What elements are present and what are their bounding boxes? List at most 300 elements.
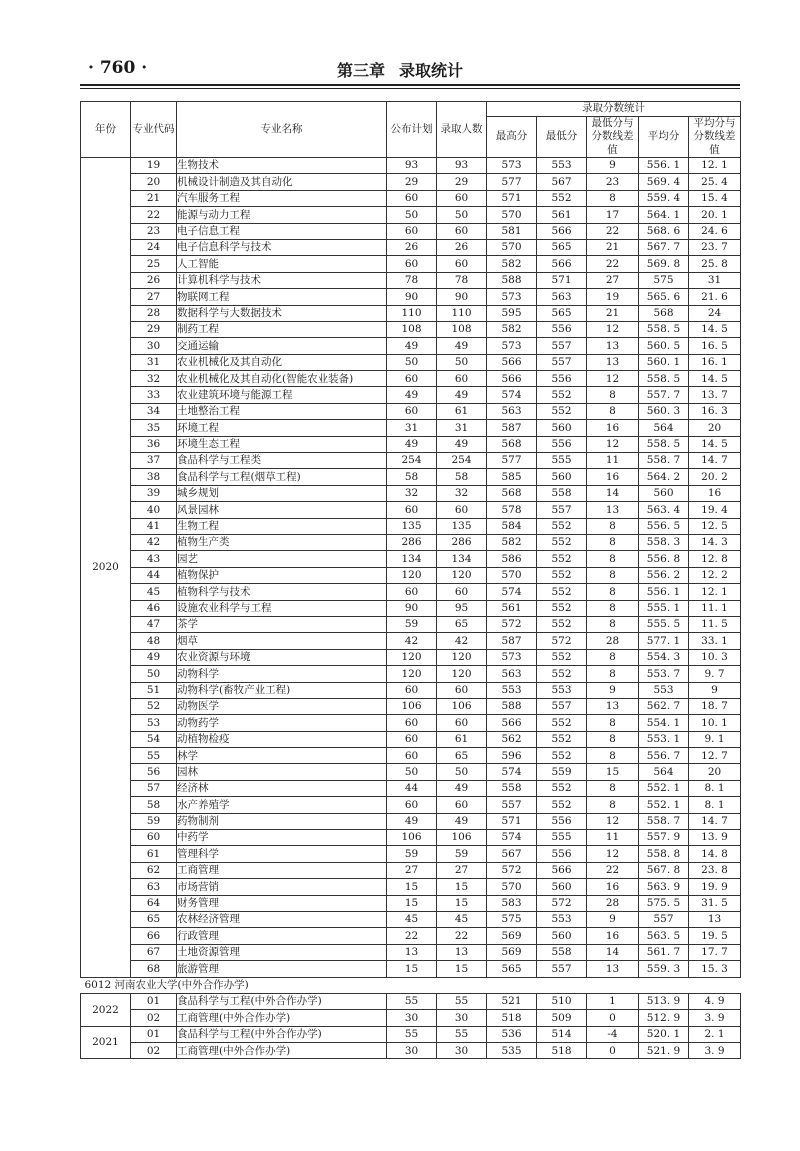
avg-diff-cell: 13 <box>689 911 741 927</box>
table-row <box>81 518 741 534</box>
max-cell: 584 <box>487 518 537 534</box>
code-cell: 25 <box>131 256 177 272</box>
avg-cell: 562. 7 <box>639 698 689 714</box>
name-cell: 动植物检疫 <box>177 731 387 747</box>
avg-cell: 558. 8 <box>639 846 689 862</box>
avg-diff-cell: 9. 7 <box>689 666 741 682</box>
avg-diff-cell: 20 <box>689 764 741 780</box>
admitted-cell: 45 <box>437 911 487 927</box>
avg-diff-cell: 19. 4 <box>689 502 741 518</box>
min-cell: 552 <box>537 584 587 600</box>
avg-diff-cell: 14. 5 <box>689 436 741 452</box>
min-diff-cell: 8 <box>587 616 639 632</box>
avg-cell: 568 <box>639 305 689 321</box>
table-row <box>81 403 741 419</box>
avg-diff-cell: 14. 7 <box>689 453 741 469</box>
table-row <box>81 321 741 337</box>
plan-cell: 106 <box>387 830 437 846</box>
plan-cell: 286 <box>387 534 437 550</box>
admitted-cell: 60 <box>437 682 487 698</box>
max-cell: 570 <box>487 207 537 223</box>
max-cell: 571 <box>487 190 537 206</box>
plan-cell: 254 <box>387 453 437 469</box>
min-diff-cell: 9 <box>587 682 639 698</box>
min-diff-cell: 8 <box>587 387 639 403</box>
avg-diff-cell: 14. 5 <box>689 371 741 387</box>
table-row <box>81 190 741 206</box>
avg-diff-cell: 12. 1 <box>689 584 741 600</box>
max-cell: 569 <box>487 944 537 960</box>
table-row <box>81 567 741 583</box>
admitted-cell: 134 <box>437 551 487 567</box>
name-cell: 制药工程 <box>177 321 387 337</box>
min-cell: 560 <box>537 928 587 944</box>
avg-cell: 554. 1 <box>639 715 689 731</box>
code-cell: 65 <box>131 911 177 927</box>
code-cell: 02 <box>131 1043 177 1059</box>
avg-diff-cell: 14. 5 <box>689 321 741 337</box>
code-cell: 33 <box>131 387 177 403</box>
min-diff-cell: 28 <box>587 633 639 649</box>
avg-diff-cell: 13. 9 <box>689 830 741 846</box>
min-cell: 565 <box>537 305 587 321</box>
min-diff-cell: 9 <box>587 158 639 174</box>
min-cell: 558 <box>537 944 587 960</box>
name-cell: 电子信息工程 <box>177 223 387 239</box>
plan-cell: 90 <box>387 289 437 305</box>
max-cell: 573 <box>487 338 537 354</box>
name-cell: 物联网工程 <box>177 289 387 305</box>
code-cell: 26 <box>131 272 177 288</box>
code-cell: 30 <box>131 338 177 354</box>
name-cell: 数据科学与大数据技术 <box>177 305 387 321</box>
admitted-cell: 60 <box>437 190 487 206</box>
table-row <box>81 600 741 616</box>
table-row <box>81 453 741 469</box>
min-cell: 560 <box>537 879 587 895</box>
code-cell: 02 <box>131 1010 177 1026</box>
min-cell: 560 <box>537 420 587 436</box>
min-cell: 557 <box>537 698 587 714</box>
name-cell: 风景园林 <box>177 502 387 518</box>
name-cell: 设施农业科学与工程 <box>177 600 387 616</box>
name-cell: 环境工程 <box>177 420 387 436</box>
admitted-cell: 29 <box>437 174 487 190</box>
avg-cell: 558. 5 <box>639 436 689 452</box>
min-diff-cell: 8 <box>587 780 639 796</box>
chapter-heading <box>0 58 800 81</box>
max-cell: 570 <box>487 239 537 255</box>
plan-cell: 106 <box>387 698 437 714</box>
plan-cell: 60 <box>387 715 437 731</box>
plan-cell: 50 <box>387 354 437 370</box>
plan-cell: 13 <box>387 944 437 960</box>
avg-diff-cell: 9. 1 <box>689 731 741 747</box>
code-cell: 38 <box>131 469 177 485</box>
admitted-cell: 49 <box>437 780 487 796</box>
admitted-cell: 55 <box>437 1026 487 1042</box>
max-cell: 574 <box>487 584 537 600</box>
plan-cell: 30 <box>387 1043 437 1059</box>
avg-diff-cell: 24 <box>689 305 741 321</box>
min-cell: 566 <box>537 256 587 272</box>
max-cell: 570 <box>487 879 537 895</box>
max-cell: 587 <box>487 420 537 436</box>
avg-cell: 560. 5 <box>639 338 689 354</box>
min-cell: 552 <box>537 551 587 567</box>
min-diff-cell: 22 <box>587 256 639 272</box>
avg-cell: 560. 3 <box>639 403 689 419</box>
table-row <box>81 485 741 501</box>
admitted-cell: 90 <box>437 289 487 305</box>
name-cell: 园艺 <box>177 551 387 567</box>
min-cell: 557 <box>537 502 587 518</box>
min-cell: 571 <box>537 272 587 288</box>
min-cell: 556 <box>537 436 587 452</box>
avg-cell: 557. 9 <box>639 830 689 846</box>
plan-cell: 60 <box>387 797 437 813</box>
plan-cell: 49 <box>387 338 437 354</box>
max-cell: 578 <box>487 502 537 518</box>
min-cell: 557 <box>537 354 587 370</box>
admitted-cell: 13 <box>437 944 487 960</box>
code-cell: 45 <box>131 584 177 600</box>
admitted-cell: 15 <box>437 895 487 911</box>
avg-cell: 512. 9 <box>639 1010 689 1026</box>
name-cell: 管理科学 <box>177 846 387 862</box>
code-cell: 50 <box>131 666 177 682</box>
code-cell: 49 <box>131 649 177 665</box>
admitted-cell: 120 <box>437 666 487 682</box>
plan-cell: 15 <box>387 879 437 895</box>
plan-cell: 50 <box>387 207 437 223</box>
avg-cell: 554. 3 <box>639 649 689 665</box>
min-diff-cell: 13 <box>587 502 639 518</box>
name-cell: 动物医学 <box>177 698 387 714</box>
header-max: 最高分 <box>487 117 537 158</box>
admitted-cell: 49 <box>437 338 487 354</box>
max-cell: 566 <box>487 371 537 387</box>
table-row <box>81 731 741 747</box>
avg-diff-cell: 10. 3 <box>689 649 741 665</box>
table-row <box>81 223 741 239</box>
min-cell: 552 <box>537 567 587 583</box>
code-cell: 28 <box>131 305 177 321</box>
code-cell: 60 <box>131 830 177 846</box>
avg-cell: 560. 1 <box>639 354 689 370</box>
plan-cell: 110 <box>387 305 437 321</box>
plan-cell: 93 <box>387 158 437 174</box>
max-cell: 586 <box>487 551 537 567</box>
table-row <box>81 928 741 944</box>
min-cell: 514 <box>537 1026 587 1042</box>
plan-cell: 49 <box>387 436 437 452</box>
table-row <box>81 469 741 485</box>
name-cell: 林学 <box>177 748 387 764</box>
min-diff-cell: 12 <box>587 321 639 337</box>
avg-cell: 563. 5 <box>639 928 689 944</box>
min-diff-cell: 8 <box>587 666 639 682</box>
avg-diff-cell: 17. 7 <box>689 944 741 960</box>
avg-cell: 559. 4 <box>639 190 689 206</box>
min-cell: 518 <box>537 1043 587 1059</box>
admitted-cell: 60 <box>437 584 487 600</box>
min-diff-cell: 16 <box>587 879 639 895</box>
name-cell: 烟草 <box>177 633 387 649</box>
avg-diff-cell: 23. 7 <box>689 239 741 255</box>
min-cell: 552 <box>537 600 587 616</box>
admission-table <box>80 101 741 1059</box>
avg-cell: 556. 8 <box>639 551 689 567</box>
table-row <box>81 715 741 731</box>
avg-cell: 558. 7 <box>639 813 689 829</box>
max-cell: 583 <box>487 895 537 911</box>
admitted-cell: 49 <box>437 813 487 829</box>
max-cell: 518 <box>487 1010 537 1026</box>
avg-cell: 558. 5 <box>639 321 689 337</box>
code-cell: 29 <box>131 321 177 337</box>
admitted-cell: 27 <box>437 862 487 878</box>
plan-cell: 60 <box>387 256 437 272</box>
code-cell: 48 <box>131 633 177 649</box>
avg-cell: 521. 9 <box>639 1043 689 1059</box>
admitted-cell: 108 <box>437 321 487 337</box>
plan-cell: 22 <box>387 928 437 944</box>
name-cell: 动物药学 <box>177 715 387 731</box>
admitted-cell: 106 <box>437 830 487 846</box>
table-row <box>81 551 741 567</box>
min-diff-cell: 11 <box>587 830 639 846</box>
max-cell: 587 <box>487 633 537 649</box>
code-cell: 24 <box>131 239 177 255</box>
max-cell: 566 <box>487 715 537 731</box>
min-diff-cell: 12 <box>587 436 639 452</box>
avg-diff-cell: 2. 1 <box>689 1026 741 1042</box>
avg-diff-cell: 11. 5 <box>689 616 741 632</box>
name-cell: 食品科学与工程(中外合作办学) <box>177 993 387 1009</box>
header-min-diff: 最低分与分数线差值 <box>587 117 639 158</box>
header-avg: 平均分 <box>639 117 689 158</box>
code-cell: 37 <box>131 453 177 469</box>
min-cell: 557 <box>537 961 587 977</box>
avg-diff-cell: 3. 9 <box>689 1010 741 1026</box>
admitted-cell: 61 <box>437 731 487 747</box>
avg-diff-cell: 12. 2 <box>689 567 741 583</box>
code-cell: 39 <box>131 485 177 501</box>
name-cell: 工商管理(中外合作办学) <box>177 1043 387 1059</box>
min-cell: 553 <box>537 911 587 927</box>
school-name: 6012 河南农业大学(中外合作办学) <box>81 977 741 993</box>
header-year: 年份 <box>81 102 131 158</box>
max-cell: 577 <box>487 174 537 190</box>
avg-cell: 577. 1 <box>639 633 689 649</box>
table-row <box>81 338 741 354</box>
min-cell: 552 <box>537 666 587 682</box>
max-cell: 577 <box>487 453 537 469</box>
code-cell: 52 <box>131 698 177 714</box>
name-cell: 农林经济管理 <box>177 911 387 927</box>
avg-cell: 553. 1 <box>639 731 689 747</box>
plan-cell: 55 <box>387 993 437 1009</box>
avg-cell: 513. 9 <box>639 993 689 1009</box>
avg-diff-cell: 15. 4 <box>689 190 741 206</box>
avg-diff-cell: 9 <box>689 682 741 698</box>
min-diff-cell: 12 <box>587 371 639 387</box>
max-cell: 557 <box>487 797 537 813</box>
table-row <box>81 846 741 862</box>
max-cell: 568 <box>487 436 537 452</box>
plan-cell: 49 <box>387 387 437 403</box>
page-number: · 760 · <box>88 58 148 78</box>
avg-diff-cell: 8. 1 <box>689 780 741 796</box>
avg-diff-cell: 16. 1 <box>689 354 741 370</box>
table-row <box>81 289 741 305</box>
avg-cell: 560 <box>639 485 689 501</box>
code-cell: 27 <box>131 289 177 305</box>
min-diff-cell: 0 <box>587 1043 639 1059</box>
name-cell: 市场营销 <box>177 879 387 895</box>
plan-cell: 29 <box>387 174 437 190</box>
avg-diff-cell: 24. 6 <box>689 223 741 239</box>
avg-cell: 568. 6 <box>639 223 689 239</box>
avg-cell: 558. 3 <box>639 534 689 550</box>
max-cell: 588 <box>487 698 537 714</box>
avg-diff-cell: 3. 9 <box>689 1043 741 1059</box>
plan-cell: 60 <box>387 190 437 206</box>
avg-diff-cell: 14. 3 <box>689 534 741 550</box>
admitted-cell: 110 <box>437 305 487 321</box>
plan-cell: 60 <box>387 371 437 387</box>
avg-diff-cell: 25. 8 <box>689 256 741 272</box>
code-cell: 20 <box>131 174 177 190</box>
min-diff-cell: 22 <box>587 862 639 878</box>
min-cell: 552 <box>537 616 587 632</box>
avg-diff-cell: 18. 7 <box>689 698 741 714</box>
code-cell: 36 <box>131 436 177 452</box>
avg-cell: 567. 8 <box>639 862 689 878</box>
name-cell: 汽车服务工程 <box>177 190 387 206</box>
name-cell: 食品科学与工程类 <box>177 453 387 469</box>
code-cell: 59 <box>131 813 177 829</box>
min-cell: 552 <box>537 190 587 206</box>
admitted-cell: 50 <box>437 207 487 223</box>
code-cell: 42 <box>131 534 177 550</box>
min-diff-cell: 23 <box>587 174 639 190</box>
min-diff-cell: 13 <box>587 698 639 714</box>
avg-cell: 552. 1 <box>639 780 689 796</box>
plan-cell: 60 <box>387 502 437 518</box>
max-cell: 581 <box>487 223 537 239</box>
admitted-cell: 60 <box>437 715 487 731</box>
max-cell: 562 <box>487 731 537 747</box>
max-cell: 571 <box>487 813 537 829</box>
min-cell: 553 <box>537 682 587 698</box>
admitted-cell: 60 <box>437 371 487 387</box>
min-diff-cell: 8 <box>587 403 639 419</box>
admitted-cell: 30 <box>437 1043 487 1059</box>
admitted-cell: 61 <box>437 403 487 419</box>
max-cell: 582 <box>487 321 537 337</box>
plan-cell: 55 <box>387 1026 437 1042</box>
admitted-cell: 93 <box>437 158 487 174</box>
max-cell: 573 <box>487 649 537 665</box>
min-diff-cell: 8 <box>587 534 639 550</box>
name-cell: 生物技术 <box>177 158 387 174</box>
code-cell: 47 <box>131 616 177 632</box>
code-cell: 41 <box>131 518 177 534</box>
min-cell: 556 <box>537 321 587 337</box>
admitted-cell: 49 <box>437 387 487 403</box>
plan-cell: 26 <box>387 239 437 255</box>
admitted-cell: 55 <box>437 993 487 1009</box>
code-cell: 31 <box>131 354 177 370</box>
min-cell: 559 <box>537 764 587 780</box>
admitted-cell: 65 <box>437 748 487 764</box>
avg-diff-cell: 15. 3 <box>689 961 741 977</box>
avg-cell: 556. 1 <box>639 158 689 174</box>
year-cell: 2022 <box>81 993 131 1026</box>
table-row <box>81 371 741 387</box>
table-row <box>81 502 741 518</box>
code-cell: 66 <box>131 928 177 944</box>
avg-cell: 552. 1 <box>639 797 689 813</box>
code-cell: 21 <box>131 190 177 206</box>
min-diff-cell: 21 <box>587 239 639 255</box>
plan-cell: 78 <box>387 272 437 288</box>
min-cell: 553 <box>537 158 587 174</box>
avg-diff-cell: 16. 5 <box>689 338 741 354</box>
max-cell: 574 <box>487 764 537 780</box>
avg-cell: 567. 7 <box>639 239 689 255</box>
name-cell: 动物科学(畜牧产业工程) <box>177 682 387 698</box>
code-cell: 57 <box>131 780 177 796</box>
min-cell: 567 <box>537 174 587 190</box>
name-cell: 电子信息科学与技术 <box>177 239 387 255</box>
table-row <box>81 682 741 698</box>
name-cell: 农业机械化及其自动化 <box>177 354 387 370</box>
min-diff-cell: 14 <box>587 944 639 960</box>
min-diff-cell: 8 <box>587 584 639 600</box>
table-row <box>81 993 741 1009</box>
min-diff-cell: -4 <box>587 1026 639 1042</box>
name-cell: 计算机科学与技术 <box>177 272 387 288</box>
admitted-cell: 31 <box>437 420 487 436</box>
max-cell: 563 <box>487 403 537 419</box>
name-cell: 茶学 <box>177 616 387 632</box>
min-diff-cell: 8 <box>587 518 639 534</box>
table-row <box>81 879 741 895</box>
min-diff-cell: 13 <box>587 961 639 977</box>
code-cell: 58 <box>131 797 177 813</box>
avg-diff-cell: 20. 2 <box>689 469 741 485</box>
max-cell: 565 <box>487 961 537 977</box>
name-cell: 食品科学与工程(中外合作办学) <box>177 1026 387 1042</box>
admitted-cell: 60 <box>437 223 487 239</box>
table-row <box>81 748 741 764</box>
table-row <box>81 813 741 829</box>
year-cell: 2020 <box>81 158 131 978</box>
avg-cell: 557 <box>639 911 689 927</box>
avg-cell: 561. 7 <box>639 944 689 960</box>
min-cell: 561 <box>537 207 587 223</box>
name-cell: 动物科学 <box>177 666 387 682</box>
year-cell: 2021 <box>81 1026 131 1059</box>
avg-diff-cell: 16. 3 <box>689 403 741 419</box>
table-row <box>81 961 741 977</box>
min-diff-cell: 8 <box>587 715 639 731</box>
admitted-cell: 254 <box>437 453 487 469</box>
avg-cell: 559. 3 <box>639 961 689 977</box>
